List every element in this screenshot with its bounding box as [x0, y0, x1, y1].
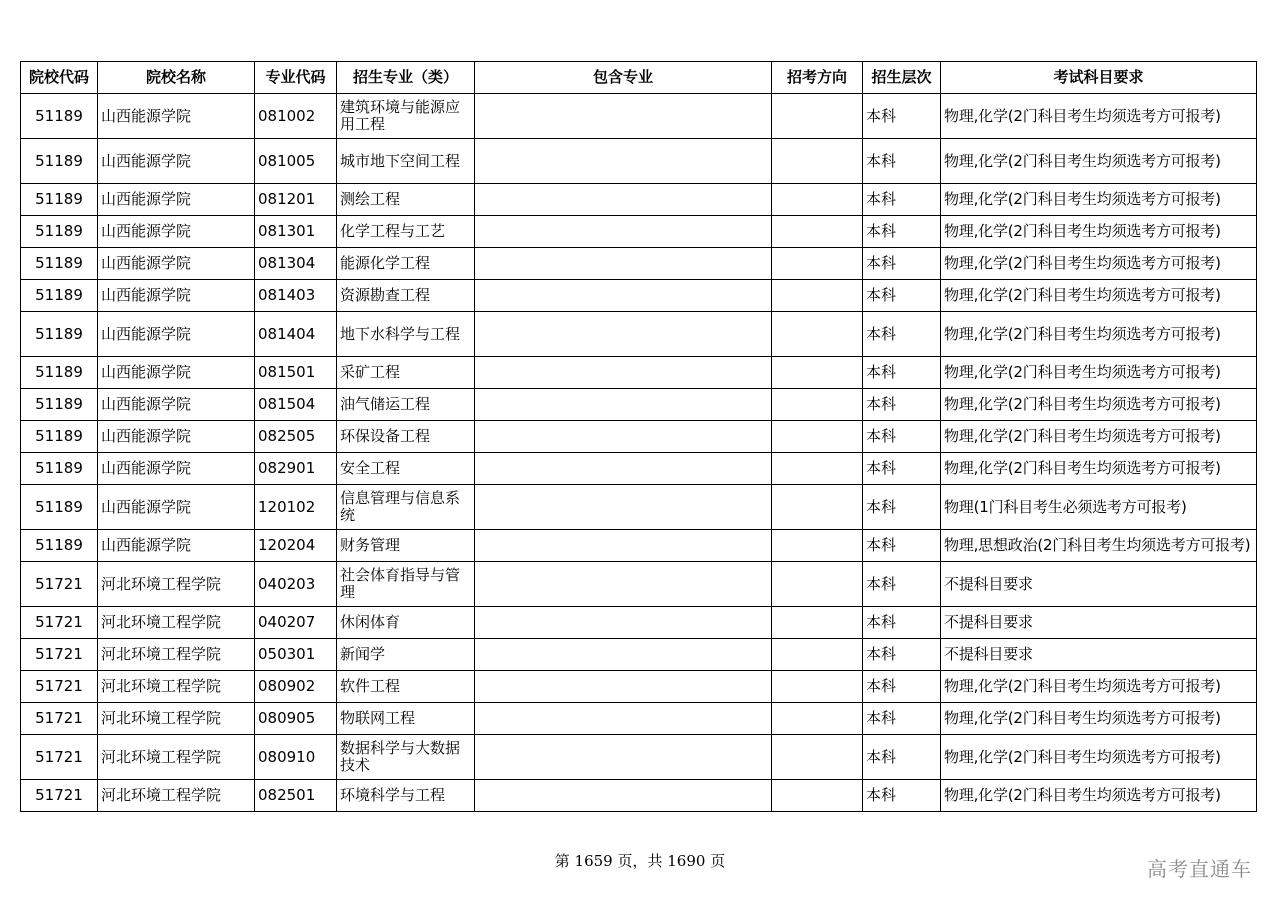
cell-school-code: 51721	[21, 671, 98, 703]
cell-major-code: 040203	[255, 562, 337, 607]
cell-school-code: 51189	[21, 94, 98, 139]
cell-school-name: 河北环境工程学院	[98, 607, 255, 639]
cell-school-name: 山西能源学院	[98, 94, 255, 139]
cell-major: 休闲体育	[337, 607, 475, 639]
cell-school-name: 河北环境工程学院	[98, 780, 255, 812]
cell-major-code: 120204	[255, 530, 337, 562]
cell-school-code: 51721	[21, 639, 98, 671]
watermark: 高考直通车	[1147, 857, 1252, 881]
cell-school-code: 51721	[21, 607, 98, 639]
cell-major: 城市地下空间工程	[337, 139, 475, 184]
cell-included-majors	[475, 357, 772, 389]
cell-direction	[772, 562, 863, 607]
table-row	[21, 562, 1257, 607]
cell-school-code: 51189	[21, 139, 98, 184]
cell-school-name: 山西能源学院	[98, 248, 255, 280]
cell-major: 地下水科学与工程	[337, 312, 475, 357]
cell-major: 社会体育指导与管理	[337, 562, 475, 607]
cell-direction	[772, 607, 863, 639]
cell-major-code: 081301	[255, 216, 337, 248]
cell-direction	[772, 139, 863, 184]
cell-level: 本科	[863, 453, 941, 485]
cell-school-name: 河北环境工程学院	[98, 703, 255, 735]
header-major: 招生专业（类）	[337, 62, 475, 94]
cell-level: 本科	[863, 357, 941, 389]
cell-major: 采矿工程	[337, 357, 475, 389]
cell-included-majors	[475, 139, 772, 184]
cell-school-name: 山西能源学院	[98, 453, 255, 485]
cell-school-code: 51189	[21, 485, 98, 530]
cell-included-majors	[475, 703, 772, 735]
cell-included-majors	[475, 530, 772, 562]
cell-school-name: 河北环境工程学院	[98, 671, 255, 703]
cell-school-name: 河北环境工程学院	[98, 735, 255, 780]
cell-major: 测绘工程	[337, 184, 475, 216]
cell-major: 数据科学与大数据技术	[337, 735, 475, 780]
table-row	[21, 421, 1257, 453]
cell-requirement: 物理,化学(2门科目考生均须选考方可报考)	[941, 780, 1257, 812]
cell-school-code: 51189	[21, 216, 98, 248]
cell-major-code: 081002	[255, 94, 337, 139]
cell-school-code: 51721	[21, 703, 98, 735]
cell-major-code: 080902	[255, 671, 337, 703]
cell-major: 财务管理	[337, 530, 475, 562]
cell-major: 资源勘查工程	[337, 280, 475, 312]
cell-major: 油气储运工程	[337, 389, 475, 421]
cell-level: 本科	[863, 562, 941, 607]
cell-school-code: 51189	[21, 389, 98, 421]
cell-major-code: 050301	[255, 639, 337, 671]
cell-direction	[772, 671, 863, 703]
cell-major-code: 082501	[255, 780, 337, 812]
table-row	[21, 139, 1257, 184]
cell-level: 本科	[863, 421, 941, 453]
cell-included-majors	[475, 671, 772, 703]
table-row	[21, 357, 1257, 389]
cell-included-majors	[475, 453, 772, 485]
cell-included-majors	[475, 248, 772, 280]
cell-level: 本科	[863, 280, 941, 312]
cell-major: 物联网工程	[337, 703, 475, 735]
cell-major: 化学工程与工艺	[337, 216, 475, 248]
cell-requirement: 物理,化学(2门科目考生均须选考方可报考)	[941, 735, 1257, 780]
cell-included-majors	[475, 421, 772, 453]
cell-included-majors	[475, 735, 772, 780]
cell-included-majors	[475, 94, 772, 139]
cell-level: 本科	[863, 607, 941, 639]
table-row	[21, 530, 1257, 562]
cell-level: 本科	[863, 735, 941, 780]
cell-requirement: 物理,化学(2门科目考生均须选考方可报考)	[941, 389, 1257, 421]
cell-major: 信息管理与信息系统	[337, 485, 475, 530]
cell-level: 本科	[863, 312, 941, 357]
cell-included-majors	[475, 216, 772, 248]
cell-direction	[772, 485, 863, 530]
header-school-name: 院校名称	[98, 62, 255, 94]
cell-included-majors	[475, 639, 772, 671]
cell-direction	[772, 639, 863, 671]
cell-direction	[772, 530, 863, 562]
cell-requirement: 不提科目要求	[941, 607, 1257, 639]
cell-direction	[772, 703, 863, 735]
cell-included-majors	[475, 562, 772, 607]
table-row	[21, 671, 1257, 703]
cell-major: 软件工程	[337, 671, 475, 703]
cell-major-code: 081501	[255, 357, 337, 389]
cell-major-code: 120102	[255, 485, 337, 530]
cell-requirement: 不提科目要求	[941, 562, 1257, 607]
cell-school-name: 河北环境工程学院	[98, 639, 255, 671]
cell-major-code: 040207	[255, 607, 337, 639]
table-row	[21, 639, 1257, 671]
cell-requirement: 物理,思想政治(2门科目考生均须选考方可报考)	[941, 530, 1257, 562]
cell-direction	[772, 280, 863, 312]
table-row	[21, 216, 1257, 248]
cell-major-code: 081404	[255, 312, 337, 357]
cell-school-code: 51189	[21, 357, 98, 389]
header-row	[21, 62, 1257, 94]
table-row	[21, 703, 1257, 735]
table-row	[21, 735, 1257, 780]
table-body	[21, 94, 1257, 812]
cell-school-name: 山西能源学院	[98, 530, 255, 562]
cell-requirement: 物理,化学(2门科目考生均须选考方可报考)	[941, 357, 1257, 389]
cell-major: 环境科学与工程	[337, 780, 475, 812]
cell-level: 本科	[863, 671, 941, 703]
cell-direction	[772, 94, 863, 139]
cell-requirement: 不提科目要求	[941, 639, 1257, 671]
cell-school-code: 51189	[21, 530, 98, 562]
cell-major: 能源化学工程	[337, 248, 475, 280]
admission-table	[20, 61, 1257, 812]
cell-requirement: 物理,化学(2门科目考生均须选考方可报考)	[941, 421, 1257, 453]
cell-included-majors	[475, 607, 772, 639]
cell-school-code: 51721	[21, 780, 98, 812]
cell-requirement: 物理,化学(2门科目考生均须选考方可报考)	[941, 139, 1257, 184]
cell-school-name: 河北环境工程学院	[98, 562, 255, 607]
table-row	[21, 94, 1257, 139]
cell-major-code: 080910	[255, 735, 337, 780]
header-major-code: 专业代码	[255, 62, 337, 94]
cell-level: 本科	[863, 780, 941, 812]
cell-included-majors	[475, 280, 772, 312]
cell-direction	[772, 780, 863, 812]
cell-included-majors	[475, 389, 772, 421]
cell-major: 新闻学	[337, 639, 475, 671]
cell-school-code: 51189	[21, 312, 98, 357]
header-level: 招生层次	[863, 62, 941, 94]
table-row	[21, 780, 1257, 812]
cell-major-code: 081201	[255, 184, 337, 216]
cell-requirement: 物理,化学(2门科目考生均须选考方可报考)	[941, 671, 1257, 703]
header-direction: 招考方向	[772, 62, 863, 94]
cell-school-name: 山西能源学院	[98, 389, 255, 421]
cell-direction	[772, 735, 863, 780]
cell-requirement: 物理,化学(2门科目考生均须选考方可报考)	[941, 703, 1257, 735]
cell-level: 本科	[863, 485, 941, 530]
cell-requirement: 物理,化学(2门科目考生均须选考方可报考)	[941, 280, 1257, 312]
cell-requirement: 物理,化学(2门科目考生均须选考方可报考)	[941, 248, 1257, 280]
cell-level: 本科	[863, 139, 941, 184]
cell-requirement: 物理(1门科目考生必须选考方可报考)	[941, 485, 1257, 530]
cell-level: 本科	[863, 94, 941, 139]
cell-level: 本科	[863, 248, 941, 280]
cell-major-code: 081504	[255, 389, 337, 421]
cell-major: 建筑环境与能源应用工程	[337, 94, 475, 139]
cell-school-name: 山西能源学院	[98, 312, 255, 357]
cell-included-majors	[475, 184, 772, 216]
cell-school-name: 山西能源学院	[98, 357, 255, 389]
cell-level: 本科	[863, 530, 941, 562]
cell-direction	[772, 184, 863, 216]
cell-major-code: 080905	[255, 703, 337, 735]
table-row	[21, 184, 1257, 216]
table-row	[21, 485, 1257, 530]
header-requirement: 考试科目要求	[941, 62, 1257, 94]
cell-school-code: 51189	[21, 248, 98, 280]
header-school-code: 院校代码	[21, 62, 98, 94]
table-row	[21, 453, 1257, 485]
cell-direction	[772, 312, 863, 357]
cell-school-name: 山西能源学院	[98, 485, 255, 530]
cell-school-name: 山西能源学院	[98, 216, 255, 248]
cell-school-code: 51189	[21, 280, 98, 312]
cell-direction	[772, 357, 863, 389]
cell-requirement: 物理,化学(2门科目考生均须选考方可报考)	[941, 453, 1257, 485]
cell-level: 本科	[863, 639, 941, 671]
table-row	[21, 389, 1257, 421]
cell-direction	[772, 216, 863, 248]
table-row	[21, 312, 1257, 357]
cell-level: 本科	[863, 216, 941, 248]
cell-school-name: 山西能源学院	[98, 280, 255, 312]
cell-included-majors	[475, 780, 772, 812]
cell-school-code: 51189	[21, 184, 98, 216]
cell-level: 本科	[863, 184, 941, 216]
cell-requirement: 物理,化学(2门科目考生均须选考方可报考)	[941, 216, 1257, 248]
cell-school-code: 51721	[21, 735, 98, 780]
cell-school-name: 山西能源学院	[98, 421, 255, 453]
cell-included-majors	[475, 312, 772, 357]
cell-school-name: 山西能源学院	[98, 184, 255, 216]
cell-major-code: 081403	[255, 280, 337, 312]
cell-major-code: 082901	[255, 453, 337, 485]
cell-major: 环保设备工程	[337, 421, 475, 453]
table-row	[21, 280, 1257, 312]
cell-requirement: 物理,化学(2门科目考生均须选考方可报考)	[941, 94, 1257, 139]
cell-requirement: 物理,化学(2门科目考生均须选考方可报考)	[941, 184, 1257, 216]
cell-major-code: 081005	[255, 139, 337, 184]
cell-school-code: 51189	[21, 453, 98, 485]
cell-school-code: 51721	[21, 562, 98, 607]
cell-major: 安全工程	[337, 453, 475, 485]
header-included-majors: 包含专业	[475, 62, 772, 94]
cell-direction	[772, 389, 863, 421]
cell-included-majors	[475, 485, 772, 530]
cell-level: 本科	[863, 703, 941, 735]
table-row	[21, 607, 1257, 639]
cell-major-code: 081304	[255, 248, 337, 280]
cell-direction	[772, 421, 863, 453]
cell-school-code: 51189	[21, 421, 98, 453]
page-footer: 第 1659 页，共 1690 页	[554, 852, 726, 870]
cell-school-name: 山西能源学院	[98, 139, 255, 184]
cell-major-code: 082505	[255, 421, 337, 453]
cell-level: 本科	[863, 389, 941, 421]
table-row	[21, 248, 1257, 280]
cell-direction	[772, 453, 863, 485]
cell-direction	[772, 248, 863, 280]
cell-requirement: 物理,化学(2门科目考生均须选考方可报考)	[941, 312, 1257, 357]
